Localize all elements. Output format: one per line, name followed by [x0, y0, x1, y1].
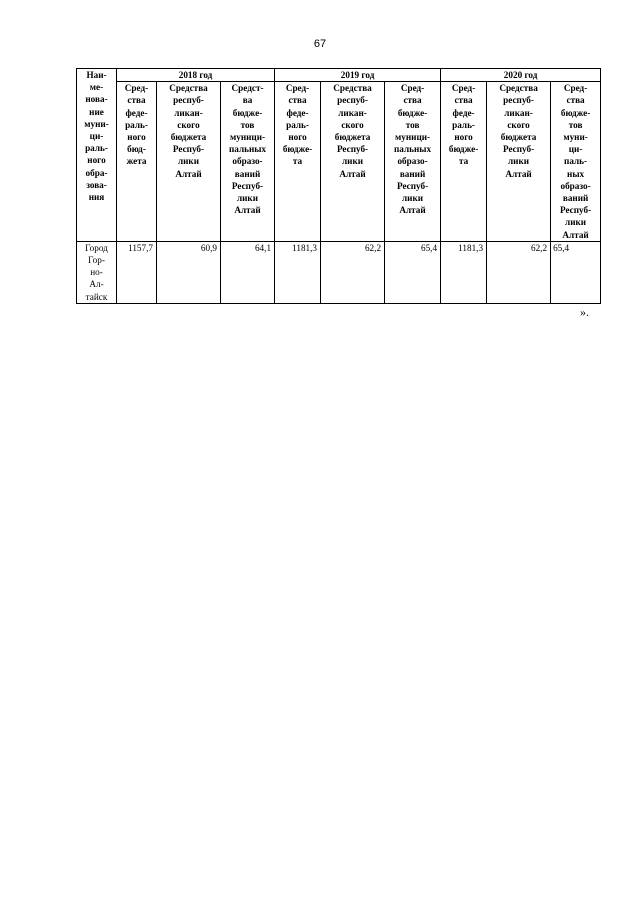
table-row: [77, 241, 601, 303]
value-cell: 62,2: [321, 241, 385, 303]
year-header-2018: 2018 год: [117, 69, 275, 82]
municipal-budget-header-2019: Сред- ства бюдже- тов муници- пальных образо- ваний Респуб- лики Алтай: [385, 82, 441, 242]
budget-table: [76, 68, 601, 304]
value-cell: 65,4: [385, 241, 441, 303]
source-header-row: [77, 82, 601, 242]
federal-budget-header-2020: Сред- ства феде- раль- ного бюдже- та: [441, 82, 487, 242]
federal-budget-header-2018: Сред- ства феде- раль- ного бюд- жета: [117, 82, 157, 242]
federal-budget-header-2019: Сред- ства феде- раль- ного бюдже- та: [275, 82, 321, 242]
value-cell: 64,1: [221, 241, 275, 303]
republic-budget-header-2019: Средства респуб- ликан- ского бюджета Респуб- лики Алтай: [321, 82, 385, 242]
value-cell: 65,4: [551, 241, 601, 303]
municipality-name-header: Наи- ме- нова- ние муни- ци- pаль- ного обра- зова- ния: [77, 69, 117, 242]
municipal-budget-header-2018: Средст- ва бюдже- тов муници- пальных образо- ваний Респуб- лики Алтай: [221, 82, 275, 242]
value-cell: 1157,7: [117, 241, 157, 303]
republic-budget-header-2018: Средства респуб- ликан- ского бюджета Респуб- лики Алтай: [157, 82, 221, 242]
republic-budget-header-2020: Средства респуб- ликан- ского бюджета Респуб- лики Алтай: [487, 82, 551, 242]
closing-quote-mark: ».: [580, 305, 589, 319]
year-header-row: [77, 69, 601, 82]
year-header-2019: 2019 год: [275, 69, 441, 82]
value-cell: 62,2: [487, 241, 551, 303]
year-header-2020: 2020 год: [441, 69, 601, 82]
page-number: 67: [313, 38, 327, 50]
value-cell: 1181,3: [441, 241, 487, 303]
municipality-name-cell: Город Гор- но- Ал- тайск: [77, 241, 117, 303]
municipal-budget-header-2020: Сред- ства бюдже- тов муни- ци- паль- ных образо- ваний Респуб- лики Алтай: [551, 82, 601, 242]
value-cell: 60,9: [157, 241, 221, 303]
value-cell: 1181,3: [275, 241, 321, 303]
